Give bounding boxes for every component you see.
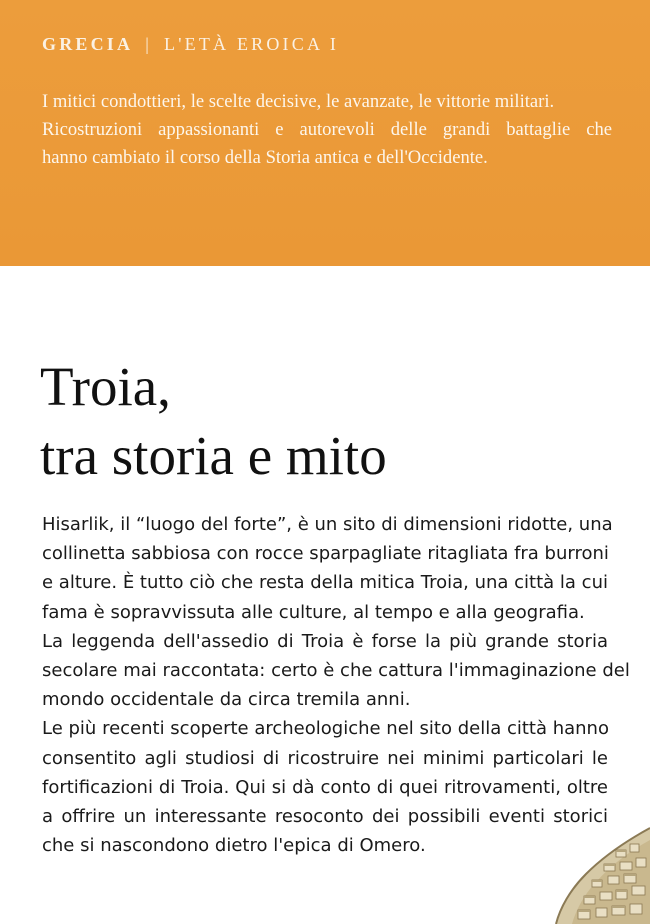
body-line: che si nascondono dietro l'epica di Omero.	[42, 835, 426, 857]
body-line: fama è sopravvissuta alle culture, al tempo e alla geografia.	[42, 601, 585, 623]
series-tagline	[42, 88, 612, 172]
page-title	[40, 352, 387, 490]
body-line: Le più recenti scoperte archeologiche nel sito della città hanno	[42, 718, 609, 740]
series-volume: L'ETÀ EROICA I	[164, 34, 340, 54]
body-line: a offrire un interessante resoconto dei possibili eventi storici	[42, 806, 608, 828]
body-line: Hisarlik, il “luogo del forte”, è un sito di dimensioni ridotte, una	[42, 514, 613, 535]
series-banner	[0, 0, 650, 266]
body-line: La leggenda dell'assedio di Troia è forse la più grande storia	[42, 630, 608, 652]
body-line: e alture. È tutto ciò che resta della mitica Troia, una città la cui	[42, 572, 608, 594]
tagline-line: Ricostruzioni appassionanti e autorevoli delle grandi battaglie che	[42, 119, 612, 140]
tagline-line: I mitici condottieri, le scelte decisive, le avanzate, le vittorie militari.	[42, 91, 555, 112]
body-line: collinetta sabbiosa con rocce sparpagliate ritagliata fra burroni	[42, 543, 609, 565]
title-line: tra storia e mito	[40, 425, 387, 486]
body-paragraphs	[42, 510, 630, 860]
series-heading	[42, 34, 339, 55]
series-separator: |	[145, 34, 153, 54]
body-line: consentito agli studiosi di ricostruire nei minimi particolari le	[42, 747, 608, 769]
title-line: Troia,	[40, 356, 171, 417]
city-illustration	[520, 814, 650, 924]
body-line: secolare mai raccontata: certo è che cattura l'immaginazione del	[42, 660, 630, 682]
series-country: GRECIA	[42, 34, 134, 54]
tagline-line: hanno cambiato il corso della Storia antica e dell'Occidente.	[42, 147, 488, 168]
body-line: fortificazioni di Troia. Qui si dà conto di quei ritrovamenti, oltre	[42, 776, 608, 798]
body-line: mondo occidentale da circa tremila anni.	[42, 689, 411, 711]
